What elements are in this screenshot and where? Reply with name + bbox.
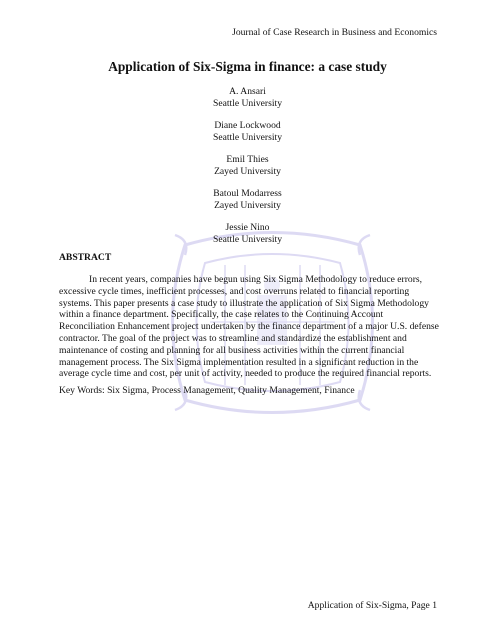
author-name: Emil Thies (226, 154, 269, 165)
author-affiliation: Zayed University (214, 166, 281, 177)
abstract-body: In recent years, companies have begun using Six Sigma Methodology to reduce errors, excessive cycle times, inefficient processes, and cost overruns related to financial reporting systems. This paper presents a case study to illustrate the application of Six Sigma Methodology within a finance department. Specifically, the case relates to the Continuing Account Reconciliation Enhancement project undertaken by the finance department of a major U.S. defense contractor. The goal of the project was to streamline and standardize the establishment and maintenance of costing and planning for all business activities within the current financial management process. The Six Sigma implementation resulted in a significant reduction in the average cycle time and cost, per unit of activity, needed to produce the required financial reports. (59, 274, 439, 380)
author-affiliation: Seattle University (212, 132, 282, 143)
author-block (0, 86, 495, 110)
author-affiliation: Zayed University (214, 200, 281, 211)
author-name: A. Ansari (229, 86, 266, 97)
keywords-line: Key Words: Six Sigma, Process Management, Quality Management, Finance (59, 385, 355, 396)
author-name: Batoul Modarress (213, 188, 282, 199)
author-affiliation: Seattle University (212, 234, 282, 245)
page-footer: Application of Six-Sigma, Page 1 (307, 600, 437, 611)
author-name: Diane Lockwood (214, 120, 281, 131)
author-block (0, 188, 495, 212)
paper-title: Application of Six-Sigma in finance: a case study (108, 59, 387, 74)
author-affiliation: Seattle University (212, 98, 282, 109)
author-block (0, 154, 495, 178)
running-head: Journal of Case Research in Business and Economics (232, 27, 437, 38)
author-block (0, 222, 495, 246)
author-name: Jessie Nino (225, 222, 270, 233)
author-block (0, 120, 495, 144)
abstract-heading: ABSTRACT (59, 252, 112, 263)
author-list (0, 86, 495, 256)
